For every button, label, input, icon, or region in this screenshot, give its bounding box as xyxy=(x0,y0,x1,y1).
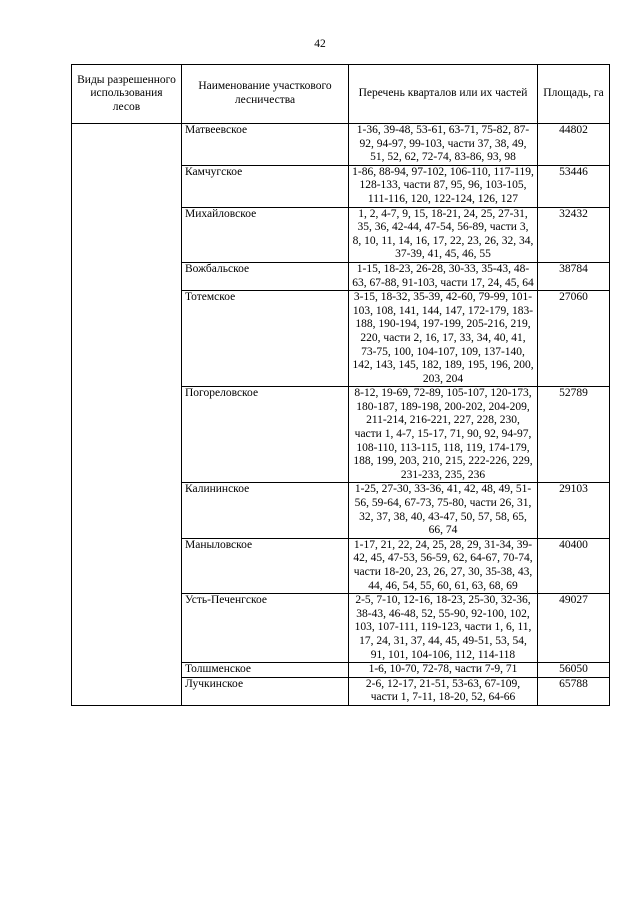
quarters-cell: 3-15, 18-32, 35-39, 42-60, 79-99, 101-103, 108, 141, 144, 147, 172-179, 183-188, 190-194, 197-199, 205-216, 219, 220, части 2, 16, 17, 33, 34, 40, 41, 73-75, 100, 104-107, 109, 137-140, 142, 143, 145, 182, 189, 195, 196, 200, 203, 204 xyxy=(349,291,538,387)
area-cell: 40400 xyxy=(538,538,610,593)
quarters-cell: 2-5, 7-10, 12-16, 18-23, 25-30, 32-36, 38-43, 46-48, 52, 55-90, 92-100, 102, 103, 107-111, 119-123, части 1, 6, 11, 17, 24, 31, 37, 44, 45, 49-51, 53, 54, 91, 101, 104-106, 112, 114-118 xyxy=(349,594,538,663)
forestry-name-cell: Камчугское xyxy=(182,165,349,207)
forestry-name-cell: Вожбальское xyxy=(182,262,349,290)
area-cell: 65788 xyxy=(538,677,610,705)
page-number: 42 xyxy=(314,38,326,50)
header-area: Площадь, га xyxy=(538,65,610,124)
header-forestry-name: Наименование участкового лесничества xyxy=(182,65,349,124)
area-cell: 56050 xyxy=(538,663,610,678)
forestry-name-cell: Михайловское xyxy=(182,207,349,262)
table-header-row xyxy=(72,65,610,124)
quarters-cell: 8-12, 19-69, 72-89, 105-107, 120-173, 180-187, 189-198, 200-202, 204-209, 211-214, 216-221, 227, 228, 230, части 1, 4-7, 15-17, 71, 90, 92, 94-97, 108-110, 113-115, 118, 119, 174-179, 188, 199, 203, 210, 215, 222-226, 229, 231-233, 235, 236 xyxy=(349,387,538,483)
forestry-name-cell: Матвеевское xyxy=(182,124,349,166)
area-cell: 38784 xyxy=(538,262,610,290)
area-cell: 44802 xyxy=(538,124,610,166)
quarters-cell: 1-6, 10-70, 72-78, части 7-9, 71 xyxy=(349,663,538,678)
forest-use-table xyxy=(71,64,610,706)
table-row xyxy=(72,124,610,166)
header-use-type: Виды разрешенного использования лесов xyxy=(72,65,182,124)
forestry-name-cell: Тотемское xyxy=(182,291,349,387)
area-cell: 53446 xyxy=(538,165,610,207)
forestry-name-cell: Толшменское xyxy=(182,663,349,678)
forestry-name-cell: Лучкинское xyxy=(182,677,349,705)
area-cell: 52789 xyxy=(538,387,610,483)
use-type-cell xyxy=(72,124,182,706)
forestry-name-cell: Маныловское xyxy=(182,538,349,593)
area-cell: 29103 xyxy=(538,483,610,538)
quarters-cell: 1-86, 88-94, 97-102, 106-110, 117-119, 128-133, части 87, 95, 96, 103-105, 111-116, 120, 122-124, 126, 127 xyxy=(349,165,538,207)
quarters-cell: 1-15, 18-23, 26-28, 30-33, 35-43, 48-63, 67-88, 91-103, части 17, 24, 45, 64 xyxy=(349,262,538,290)
table-body xyxy=(72,124,610,706)
area-cell: 27060 xyxy=(538,291,610,387)
quarters-cell: 1, 2, 4-7, 9, 15, 18-21, 24, 25, 27-31, 35, 36, 42-44, 47-54, 56-89, части 3, 8, 10, 11, 14, 16, 17, 22, 23, 26, 32, 34, 37-39, 41, 45, 46, 55 xyxy=(349,207,538,262)
quarters-cell: 2-6, 12-17, 21-51, 53-63, 67-109, части 1, 7-11, 18-20, 52, 64-66 xyxy=(349,677,538,705)
forestry-name-cell: Погореловское xyxy=(182,387,349,483)
quarters-cell: 1-25, 27-30, 33-36, 41, 42, 48, 49, 51-56, 59-64, 67-73, 75-80, части 26, 31, 32, 37, 38, 40, 43-47, 50, 57, 58, 65, 66, 74 xyxy=(349,483,538,538)
quarters-cell: 1-36, 39-48, 53-61, 63-71, 75-82, 87-92, 94-97, 99-103, части 37, 38, 49, 51, 52, 62, 72-74, 83-86, 93, 98 xyxy=(349,124,538,166)
area-cell: 32432 xyxy=(538,207,610,262)
forestry-name-cell: Усть-Печенгское xyxy=(182,594,349,663)
forestry-name-cell: Калининское xyxy=(182,483,349,538)
area-cell: 49027 xyxy=(538,594,610,663)
quarters-cell: 1-17, 21, 22, 24, 25, 28, 29, 31-34, 39-42, 45, 47-53, 56-59, 62, 64-67, 70-74, части 18-20, 23, 26, 27, 30, 35-38, 43, 44, 46, 54, 55, 60, 61, 63, 68, 69 xyxy=(349,538,538,593)
header-quarters-list: Перечень кварталов или их частей xyxy=(349,65,538,124)
